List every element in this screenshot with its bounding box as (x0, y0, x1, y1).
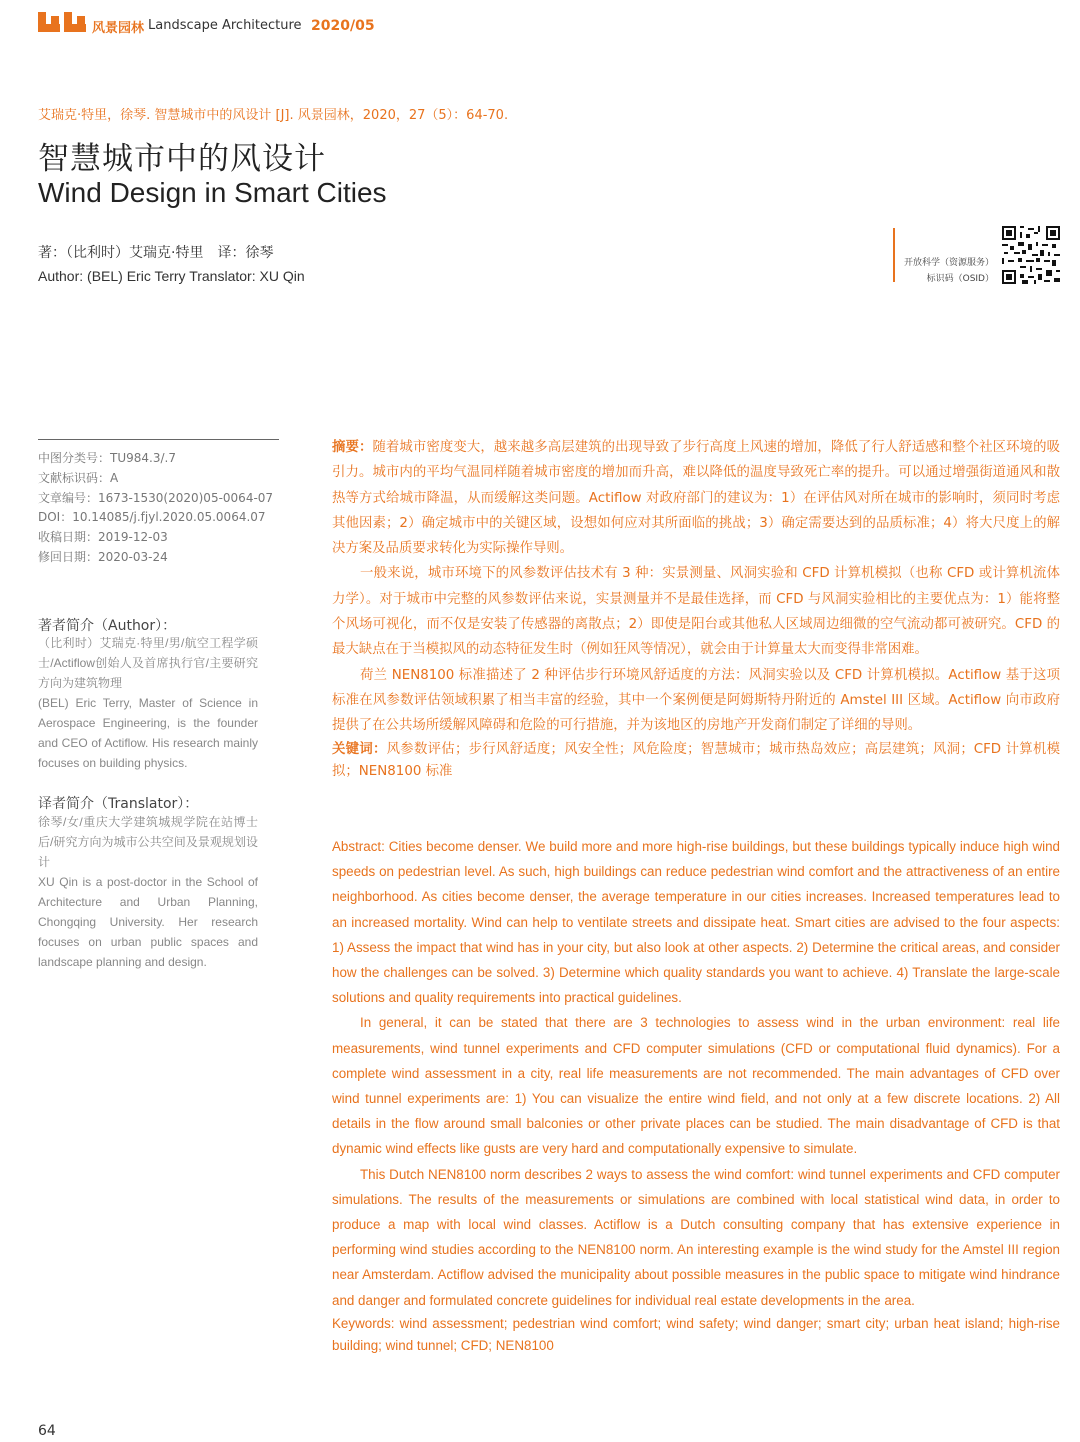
article-number: 文章编号：1673-1530(2020)05-0064-07 (38, 490, 274, 505)
osid-label-2: 标识码（OSID） (926, 274, 994, 284)
abstract-en-p1: Abstract: Cities become denser. We build more and more high-rise buildings, but these buildings typically induce high wind speeds on pedestrian level. As such, high buildings can reduce pedestrian wind comfort and the attractiveness of an entire neighborhood. As cities become denser, the average temperature in our cities increases. Increased temperatures lead to an increased mortality. Wind can help to ventilate streets and dissipate heat. Smart cities are advised to the four aspects: 1) Assess the impact that wind has in your city, but also look at other aspects. 2) Determine the critical areas, and consider how the challenges can be solved. 3) Determine which quality standards you want to achieve. 4) Translate the large-scale solutions and quality requirements into practical guidelines. (332, 839, 1060, 1006)
author-line-cn: 著：（比利时）艾瑞克·特里 译：徐琴 (38, 245, 274, 261)
keywords-en: Keywords: wind assessment; pedestrian wind comfort; wind safety; wind danger; smart city; urban heat island; high-rise building; wind tunnel; CFD; NEN8100 (332, 1315, 1060, 1353)
document-code: 文献标识码：A (38, 470, 119, 485)
keywords-en-label: Keywords: (332, 1315, 395, 1331)
abstract-en-label: Abstract: (332, 839, 385, 854)
abstract-en (332, 834, 1060, 1357)
doi[interactable]: DOI：10.14085/j.fjyl.2020.05.0064.07 (38, 510, 266, 525)
translator-bio-en: XU Qin is a post-doctor in the School of Architecture and Urban Planning, Chongqing University. Her research focuses on urban public spaces and landscape planning and design. (38, 875, 258, 969)
abstract-en-p3: This Dutch NEN8100 norm describes 2 ways to assess the wind comfort: wind tunnel experiments and CFD computer simulations. The results of the measurements or simulations are combined with local statistical wind data, in order to produce a map with local wind classes. Actiflow is a Dutch consulting company that has extensive experience in performing wind studies according to the NEN8100 norm. An interesting example is the wind study for the Amstel III region near Amsterdam. Actiflow advised the municipality about possible measures in the public space to mitigate wind hindrance and danger and formulated concrete guidelines for individual real estate developments in the area. (332, 1166, 1060, 1308)
received-date: 收稿日期：2019-12-03 (38, 530, 168, 545)
abstract-en-p2: In general, it can be stated that there are 3 technologies to assess wind in the urban environment: real life measurements, wind tunnel experiments and CFD computer simulations (CFD or computational fluid dynamics). For a complete wind assessment in a city, real life measurements are not recommended. The main advantages of CFD over wind tunnel experiments are: 1) You can visualize the entire wind field, and not only at a few discrete locations. 2) All details in the flow around small balconies or other private places can be studied. The main disadvantage of CFD is that dynamic wind effects like gusts are very hard and computationally expensive to simulate. (332, 1015, 1060, 1157)
translator-bio (38, 812, 258, 972)
title-en: Wind Design in Smart Cities (38, 177, 387, 208)
translator-bio-cn: 徐琴/女/重庆大学建筑城规学院在站博士后/研究方向为城市公共空间及景观规划设计 (38, 815, 258, 869)
journal-logo (38, 12, 86, 32)
abstract-cn-p2: 一般来说，城市环境下的风参数评估技术有 3 种：实景测量、风洞实验和 CFD 计算机模拟（也称 CFD 或计算机流体力学）。对于城市中完整的风参数评估来说，实景测量并不是最佳选择，而 CFD 与风洞实验相比的主要优点为：1）能将整个风场可视化，而不仅是安装了传感器的离散点；2）即使是阳台或其他私人区域周边细微的空气流动都可被研究。CFD 的最大缺点在于当模拟风的动态特征发生时（例如狂风等情况），就会由于计算量太大而变得非常困难。 (332, 566, 1060, 658)
author-bio-en: (BEL) Eric Terry, Master of Science in Aerospace Engineering, is the founder and CEO of Actiflow. His research mainly focuses on building physics. (38, 696, 258, 770)
translator-bio-heading: 译者简介（Translator）： (38, 796, 199, 812)
title-cn: 智慧城市中的风设计 (38, 141, 326, 177)
author-bio-heading: 著者简介（Author）： (38, 618, 177, 634)
page-number: 64 (38, 1423, 56, 1439)
issue-number: 2020/05 (311, 18, 375, 34)
keywords-cn: 关键词：风参数评估；步行风舒适度；风安全性；风危险度；智慧城市；城市热岛效应；高层建筑；风洞；CFD 计算机模拟；NEN8100 标准 (332, 741, 1060, 779)
keywords-cn-label: 关键词： (332, 741, 387, 757)
revised-date: 修回日期：2020-03-24 (38, 549, 168, 564)
abstract-cn-p3: 荷兰 NEN8100 标准描述了 2 种评估步行环境风舒适度的方法：风洞实验以及 CFD 计算机模拟。Actiflow 基于这项标准在风参数评估领域积累了相当丰富的经验，其中一个案例便是阿姆斯特丹附近的 Amstel III 区域。Actiflow 向市政府提供了在公共场所缓解风障碍和危险的可行措施，并为该地区的房地产开发商们制定了详细的导则。 (332, 667, 1060, 734)
author-bio (38, 633, 258, 773)
sidebar-divider (38, 439, 279, 440)
journal-name-cn: 风景园林 (92, 21, 145, 36)
author-bio-cn: （比利时）艾瑞克·特里/男/航空工程学硕士/Actiflow创始人及首席执行官/主要研究方向为建筑物理 (38, 636, 258, 690)
abstract-cn-p1: 摘要：随着城市密度变大，越来越多高层建筑的出现导致了步行高度上风速的增加，降低了行人舒适感和整个社区环境的吸引力。城市内的平均气温同样随着城市密度的增加而升高，难以降低的温度导致死亡率的提升。可以通过增强街道通风和散热等方式给城市降温，从而缓解这类问题。Actiflow 对政府部门的建议为：1）在评估风对所在城市的影响时，须同时考虑其他因素；2）确定城市中的关键区域，设想如何应对其所面临的挑战；3）确定需要达到的品质标准；4）将大尺度上的解决方案及品质要求转化为实际操作导则。 (332, 440, 1060, 557)
journal-name-en: Landscape Architecture (148, 18, 302, 33)
citation: 艾瑞克·特里，徐琴. 智慧城市中的风设计 [J]. 风景园林，2020，27（5）：64-70. (38, 108, 509, 123)
qr-code-icon[interactable] (1002, 226, 1060, 284)
abstract-cn (332, 435, 1060, 783)
abstract-cn-label: 摘要： (332, 440, 373, 455)
author-line-en: Author: (BEL) Eric Terry Translator: XU Qin (38, 268, 305, 284)
osid-label-1: 开放科学（资源服务） (903, 258, 994, 268)
classification-number: 中图分类号：TU984.3/.7 (38, 451, 176, 465)
article-metadata (38, 449, 283, 568)
